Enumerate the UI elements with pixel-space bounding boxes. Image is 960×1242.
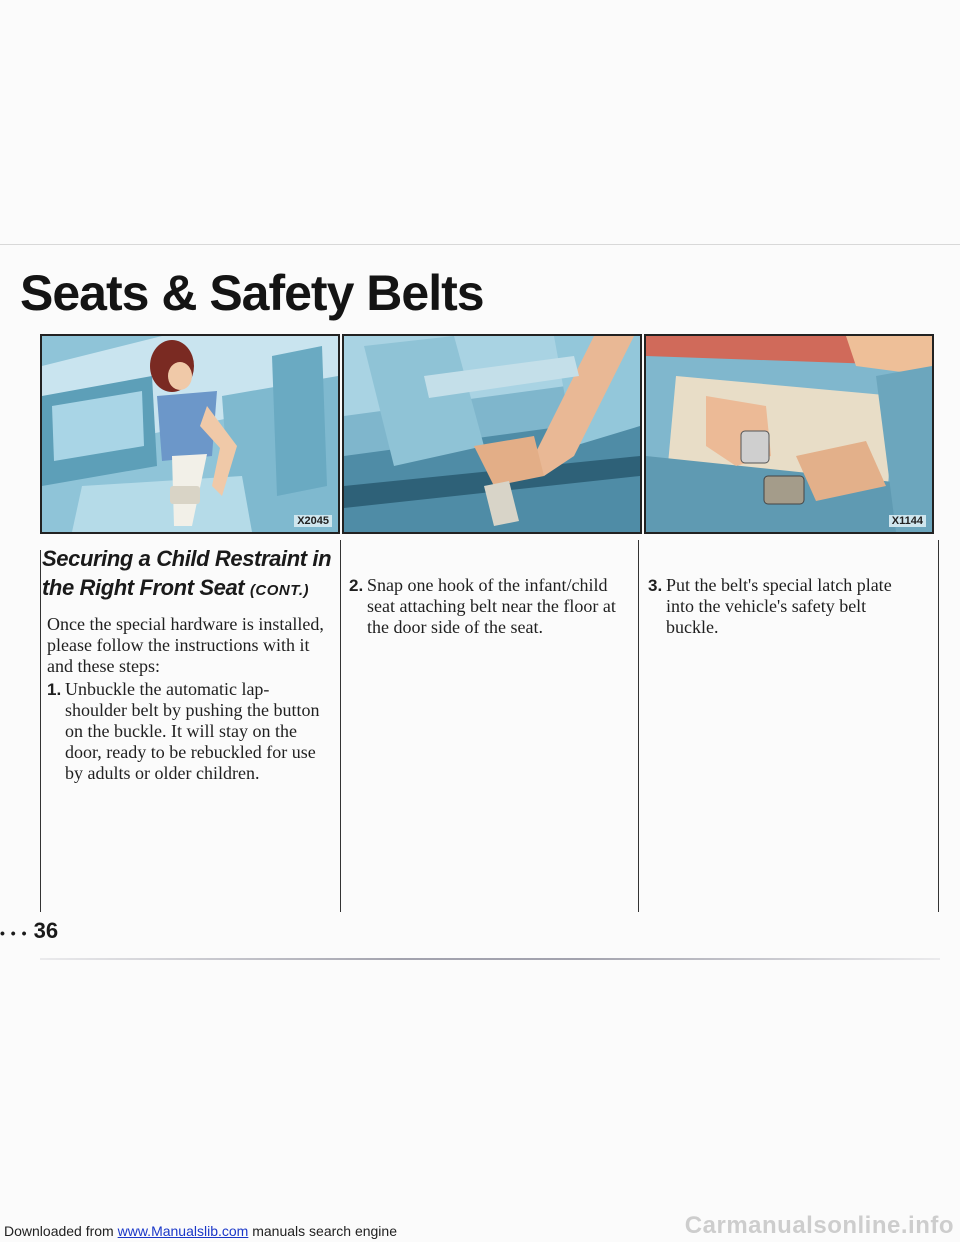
step-text: Snap one hook of the infant/child seat attaching belt near the floor at the door side of the seat. (367, 575, 616, 637)
column-rule (638, 540, 639, 912)
footer-link[interactable]: www.Manualslib.com (117, 1223, 249, 1239)
illustration-code: X2045 (294, 515, 332, 527)
page-number (0, 918, 58, 944)
footer-prefix: Downloaded from (4, 1223, 118, 1239)
section-title: Seats & Safety Belts (20, 265, 484, 321)
subsection-heading (42, 544, 342, 605)
bottom-rule (40, 958, 940, 960)
top-rule (0, 244, 960, 245)
step-3 (648, 575, 918, 638)
page-marker: • • • (0, 925, 28, 941)
step-number: 2. (349, 576, 364, 595)
step-number: 3. (648, 576, 663, 595)
illustration-woman-unbuckling (40, 334, 340, 534)
column-rule (40, 550, 41, 912)
intro-paragraph: Once the special hardware is installed, please follow the instructions with it and these steps: (47, 614, 324, 676)
column-rule (938, 540, 939, 912)
footer-suffix: manuals search engine (248, 1223, 397, 1239)
watermark: Carmanualsonline.info (684, 1212, 954, 1239)
step-1 (47, 679, 329, 784)
heading-continued: (CONT.) (249, 582, 309, 599)
step-text: Unbuckle the automatic lap-shoulder belt by pushing the button on the buckle. It will stay on the door, ready to be rebuckled for use by adults or older children. (65, 679, 320, 783)
step-text: Put the belt's special latch plate into the vehicle's safety belt buckle. (666, 575, 892, 637)
page-number-value: 36 (33, 918, 59, 943)
illustration-code: X1144 (889, 515, 926, 527)
illustration-snapping-hook (342, 334, 642, 534)
heading-text: Securing a Child Restraint in the Right Front Seat (42, 546, 332, 600)
illustration-latch-plate (644, 334, 934, 534)
step-2 (349, 575, 621, 638)
step-number: 1. (47, 680, 62, 699)
